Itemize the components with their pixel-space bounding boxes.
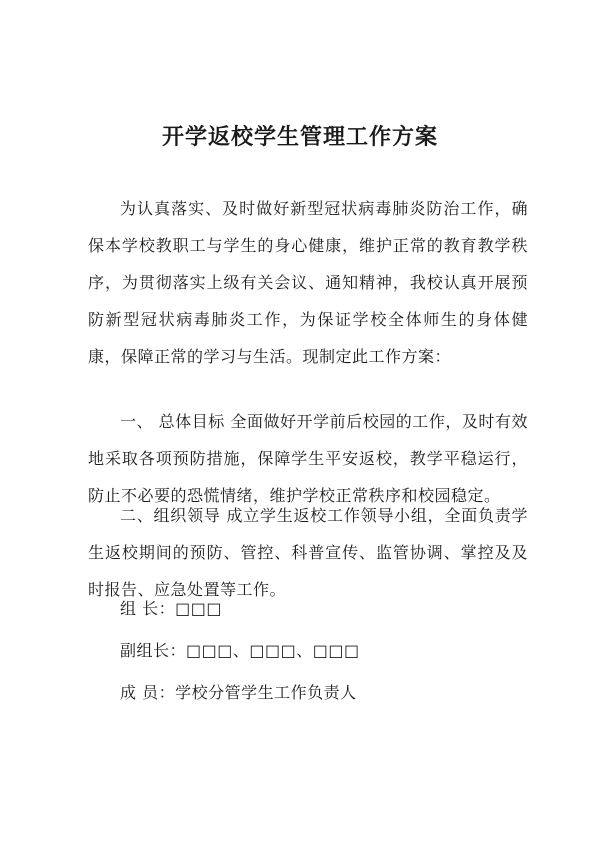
deputy-leader-line [120, 636, 360, 666]
leader-label: 组 长： [120, 599, 176, 618]
intro-paragraph: 为认真落实、及时做好新型冠状病毒肺炎防治工作，确保本学校教职工与学生的身心健康，维护正常的教育教学秩序，为贯彻落实上级有关会议、通知精神，我校认真开展预防新型冠状病毒肺炎工作，为保证学校全体师生的身体健康，保障正常的学习与生活。现制定此工作方案： [88, 199, 528, 366]
deputy-leader-names-placeholder: □□□、□□□、□□□ [186, 641, 360, 660]
deputy-leader-label: 副组长： [120, 641, 187, 660]
leader-name-placeholder: □□□ [175, 599, 222, 618]
document-title: 开学返校学生管理工作方案 [161, 124, 438, 150]
leader-line [120, 594, 222, 624]
members-value: 学校分管学生工作负责人 [175, 683, 357, 702]
organization-paragraph: 二、组织领导 成立学生返校工作领导小组，全面负责学生返校期间的预防、管控、科普宣传、监管协调、掌控及及时报告、应急处置等工作。 [88, 506, 528, 599]
members-label: 成 员： [120, 683, 176, 702]
members-line [120, 678, 357, 708]
goal-paragraph: 一、 总体目标 全面做好开学前后校园的工作，及时有效地采取各项预防措施，保障学生平安返校，教学平稳运行，防止不必要的恐慌情绪，维护学校正常秩序和校园稳定。 [88, 412, 528, 505]
